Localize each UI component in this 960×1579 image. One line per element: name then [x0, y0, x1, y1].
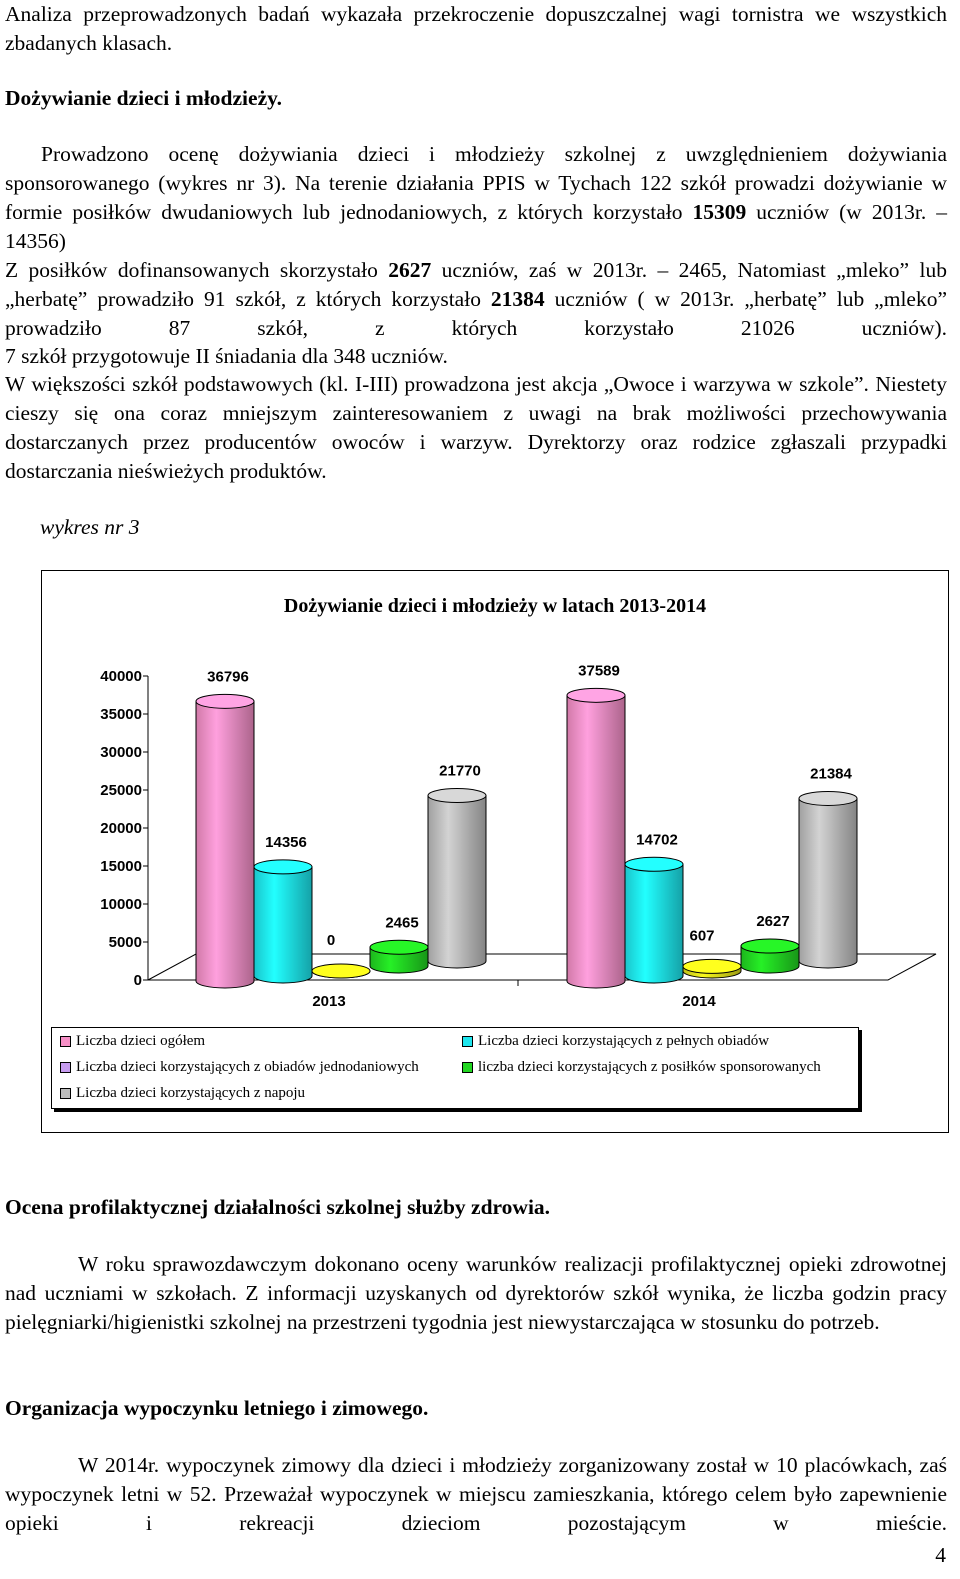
bar-2014-4: [799, 798, 857, 968]
x-tick-label: 2013: [312, 993, 346, 1010]
bar-2013-4-top: [428, 789, 486, 803]
x-tick-label: 2014: [682, 993, 716, 1010]
chart-frame: [41, 570, 949, 1133]
paragraph-wypoczynek: W 2014r. wypoczynek zimowy dla dzieci i młodzieży zorganizowany został w 10 placówkach, zaś wypoczynek letni w 52. Przeważał wypoczynek w miejscu zamieszkania, którego celem było zapewnienie opieki i rekreacji dzieciom pozostającym w mieście.: [5, 1453, 947, 1535]
data-label: 21384: [810, 765, 852, 783]
bar-2013-1-top: [254, 860, 312, 874]
paragraph-ocena: W roku sprawozdawczym dokonano oceny warunków realizacji profilaktycznej opieki zdrowotnej nad uczniami w szkołach. Z informacji uzyskanych od dyrektorów szkół wynika, że liczba godzin pracy pielęgniarki/higienistki szkolnej na przestrzeni tygodnia jest niewystarczająca w stosunku do potrzeb.: [5, 1252, 947, 1334]
chart-caption: wykres nr 3: [40, 515, 140, 539]
data-label: 2465: [385, 914, 419, 932]
data-label: 0: [326, 932, 336, 949]
data-label: 14356: [265, 833, 307, 851]
legend-item: [60, 1085, 305, 1102]
heading-wypoczynek: Organizacja wypoczynku letniego i zimowego.: [5, 1396, 429, 1420]
bar-2013-1: [254, 867, 312, 983]
paragraph-dozywianie: Prowadzono ocenę dożywiania dzieci i młodzieży szkolnej z uwzględnieniem dożywiania sponsorowanego (wykres nr 3). Na terenie działania PPIS w Tychach 122 szkół prowadzi dożywianie w formie posiłków dwudaniowych lub jednodaniowych, z których korzystało 15309 uczniów (w 2013r. – 14356): [5, 142, 947, 253]
legend-label: Liczba dzieci korzystających z obiadów jednodaniowych: [76, 1059, 419, 1075]
bar-2014-0-top: [567, 688, 625, 702]
legend-label: Liczba dzieci korzystających z pełnych obiadów: [478, 1033, 770, 1049]
y-tick-label: 30000: [100, 744, 142, 761]
legend-label: Liczba dzieci ogółem: [76, 1033, 206, 1049]
legend-label: liczba dzieci korzystających z posiłków sponsorowanych: [478, 1059, 821, 1075]
bar-2014-3-top: [741, 939, 799, 953]
legend-item: [60, 1033, 205, 1050]
bar-2014-1: [625, 864, 683, 983]
bar-2014-2-top: [683, 959, 741, 973]
data-label: 37589: [578, 662, 620, 680]
bar-2013-4: [428, 796, 486, 968]
y-tick-label: 15000: [100, 858, 142, 875]
bar-2013-2-top: [312, 964, 370, 978]
paragraph-dofinansowane: Z posiłków dofinansowanych skorzystało 2627 uczniów, zaś w 2013r. – 2465, Natomiast „mleko” lub „herbatę” prowadziło 91 szkół, z których korzystało 21384 uczniów ( w 2013r. „herbatę” lub „mleko” prowadziło 87 szkół, z których korzystało 21026 uczniów).: [5, 258, 947, 340]
data-label: 14702: [636, 831, 678, 849]
bar-2013-3-top: [370, 940, 428, 954]
paragraph-owoce: W większości szkół podstawowych (kl. I-III) prowadzona jest akcja „Owoce i warzywa w szkole”. Niestety cieszy się ona coraz mniejszym zainteresowaniem z uwagi na brak możliwości przechowywania dostarczanych przez producentów owoców i warzyw. Dyrektorzy oraz rodzice zgłaszali przypadki dostarczania nieświeżych produktów.: [5, 372, 947, 483]
paragraph-tornister: Analiza przeprowadzonych badań wykazała przekroczenie dopuszczalnej wagi tornistra we wszystkich zbadanych klasach.: [5, 2, 947, 55]
y-tick-label: 40000: [100, 668, 142, 685]
legend-item: [462, 1033, 769, 1050]
y-tick-label: 5000: [108, 934, 142, 951]
bar-2013-0: [196, 701, 254, 988]
data-label: 607: [689, 927, 715, 945]
page-number: 4: [935, 1543, 946, 1567]
bar-2014-4-top: [799, 791, 857, 805]
y-tick-label: 25000: [100, 782, 142, 799]
paragraph-sniadania: 7 szkół przygotowuje II śniadania dla 348 uczniów.: [5, 344, 448, 368]
chart-legend: [51, 1027, 859, 1109]
legend-swatch: [60, 1062, 71, 1073]
data-label: 21770: [439, 762, 481, 780]
legend-swatch: [60, 1036, 71, 1047]
data-label: 36796: [207, 668, 249, 686]
heading-ocena: Ocena profilaktycznej działalności szkolnej służby zdrowia.: [5, 1195, 551, 1219]
bar-2013-0-top: [196, 694, 254, 708]
legend-item: [462, 1059, 821, 1076]
legend-swatch: [462, 1062, 473, 1073]
legend-label: Liczba dzieci korzystających z napoju: [76, 1085, 306, 1101]
legend-item: [60, 1059, 419, 1076]
data-label: 2627: [756, 913, 790, 931]
legend-swatch: [462, 1036, 473, 1047]
y-tick-label: 10000: [100, 896, 142, 913]
y-tick-label: 0: [133, 972, 142, 989]
y-tick-label: 20000: [100, 820, 142, 837]
chart-title: Dożywianie dzieci i młodzieży w latach 2013-2014: [283, 595, 707, 617]
y-tick-label: 35000: [100, 706, 142, 723]
legend-swatch: [60, 1088, 71, 1099]
bar-2014-1-top: [625, 857, 683, 871]
bar-2014-0: [567, 695, 625, 988]
heading-dozywianie: Dożywianie dzieci i młodzieży.: [5, 86, 283, 110]
